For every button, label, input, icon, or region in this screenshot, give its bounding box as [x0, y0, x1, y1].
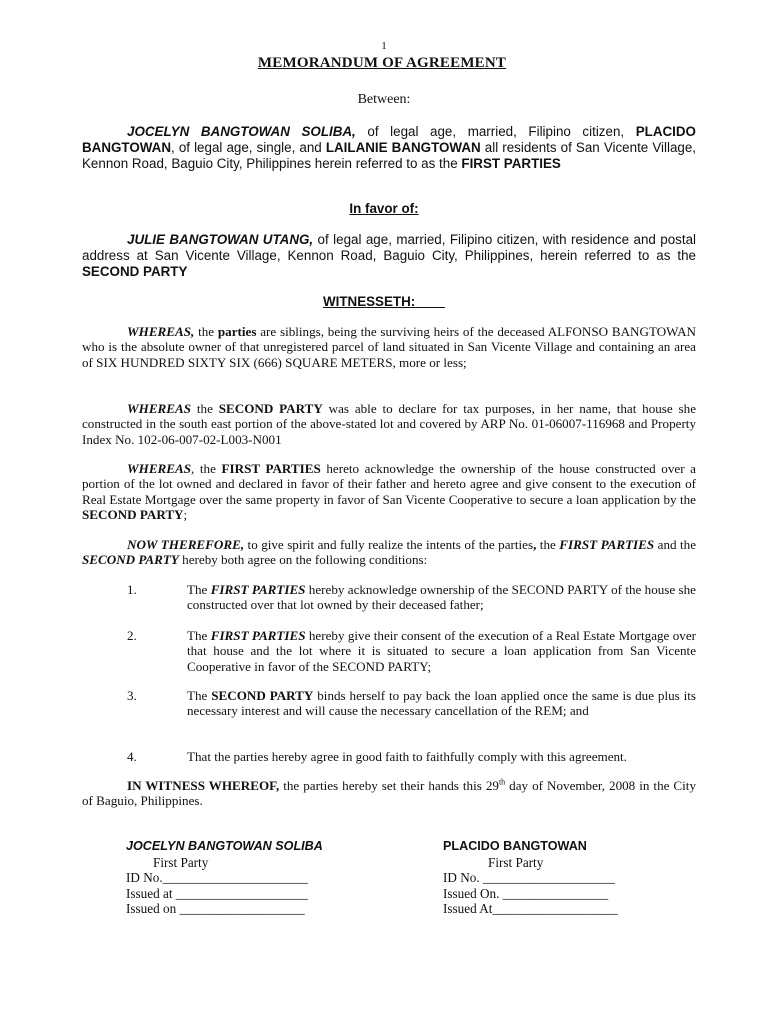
- page-number: 1: [381, 40, 387, 52]
- first-parties-paragraph: JOCELYN BANGTOWAN SOLIBA, of legal age, married, Filipino citizen, PLACIDO BANGTOWAN, of legal age, single, and LAILANIE BANGTOWAN all residents of San Vicente Village, Kennon Road, Baguio City, Philippines herein referred to as the FIRST PARTIES: [82, 124, 697, 171]
- signature-block-placido: [443, 839, 618, 917]
- document-title: [0, 55, 768, 72]
- witnesseth-heading: WITNESSETH:: [322, 294, 416, 309]
- signatory-role: First Party: [488, 854, 544, 870]
- party-name-placido: PLACIDO BANGTOWAN: [82, 124, 696, 155]
- issued-at-line: Issued at ____________________: [126, 885, 308, 901]
- id-number-line: ID No.______________________: [126, 870, 308, 886]
- condition-item: 1. The FIRST PARTIES hereby acknowledge ownership of the SECOND PARTY of the house she constructed over that lot owned by their deceased father;: [127, 582, 696, 613]
- issued-on-line: Issued on ___________________: [126, 901, 305, 917]
- in-favor-of-heading: In favor of:: [349, 201, 419, 216]
- condition-item: 2. The FIRST PARTIES hereby give their consent of the execution of a Real Estate Mortgage over that house and the lot where it is situated to secure a loan application from San Vicente Cooperative in favor of the SECOND PARTY;: [127, 628, 696, 674]
- party-name-lailanie: LAILANIE BANGTOWAN: [325, 140, 481, 155]
- between-label: Between:: [357, 92, 411, 107]
- whereas-paragraph-3: WHEREAS, the FIRST PARTIES hereto acknowledge the ownership of the house constructed over a portion of the lot owned and declared in favor of their father and hereto agree and give consent to the execution of Real Estate Mortgage over the same property in favor of San Vicente Cooperative to secure a loan application by the SECOND PARTY;: [82, 461, 696, 522]
- second-party-role: SECOND PARTY: [82, 264, 188, 279]
- now-therefore-paragraph: NOW THEREFORE, to give spirit and fully realize the intents of the parties, the FIRST PARTIES and the SECOND PARTY hereby both agree on the following conditions:: [82, 537, 697, 568]
- issued-on-line: Issued On. ________________: [443, 885, 609, 901]
- party-name-jocelyn: JOCELYN BANGTOWAN SOLIBA,: [127, 124, 356, 139]
- first-parties-role: FIRST PARTIES: [461, 156, 561, 171]
- whereas-paragraph-2: WHEREAS the SECOND PARTY was able to declare for tax purposes, in her name, that house she constructed in the south east portion of the above-stated lot and covered by ARP No. 01-06007-116968 and Property Index No. 102-06-007-02-L003-N001: [82, 401, 697, 447]
- in-witness-paragraph: IN WITNESS WHEREOF, the parties hereby set their hands this 29th day of November, 2008 in the City of Baguio, Philippines.: [82, 777, 696, 809]
- id-number-line: ID No. ____________________: [443, 870, 615, 886]
- signatory-role: First Party: [153, 854, 209, 870]
- document-title-text: MEMORANDUM OF AGREEMENT: [257, 55, 507, 71]
- second-party-paragraph: JULIE BANGTOWAN UTANG, of legal age, married, Filipino citizen, with residence and postal address at San Vicente Village, Kennon Road, Baguio City, Philippines, herein referred to as the SECOND PARTY: [82, 232, 696, 279]
- condition-item: 4. That the parties hereby agree in good faith to faithfully comply with this agreement.: [127, 749, 627, 764]
- whereas-paragraph-1: WHEREAS, the parties are siblings, being the surviving heirs of the deceased ALFONSO BANGTOWAN who is the absolute owner of that unregistered parcel of land situated in San Vicente Village and containing an area of SIX HUNDRED SIXTY SIX (666) SQUARE METERS, more or less;: [82, 324, 696, 370]
- signatory-name: PLACIDO BANGTOWAN: [443, 839, 587, 853]
- issued-at-line: Issued At___________________: [443, 901, 618, 917]
- condition-item: 3. The SECOND PARTY binds herself to pay back the loan applied once the same is due plus its necessary interest and will cause the necessary cancellation of the REM; and: [127, 688, 696, 719]
- signatory-name: JOCELYN BANGTOWAN SOLIBA: [126, 839, 323, 853]
- signature-block-jocelyn: [126, 839, 323, 917]
- party-name-julie: JULIE BANGTOWAN UTANG,: [127, 232, 314, 247]
